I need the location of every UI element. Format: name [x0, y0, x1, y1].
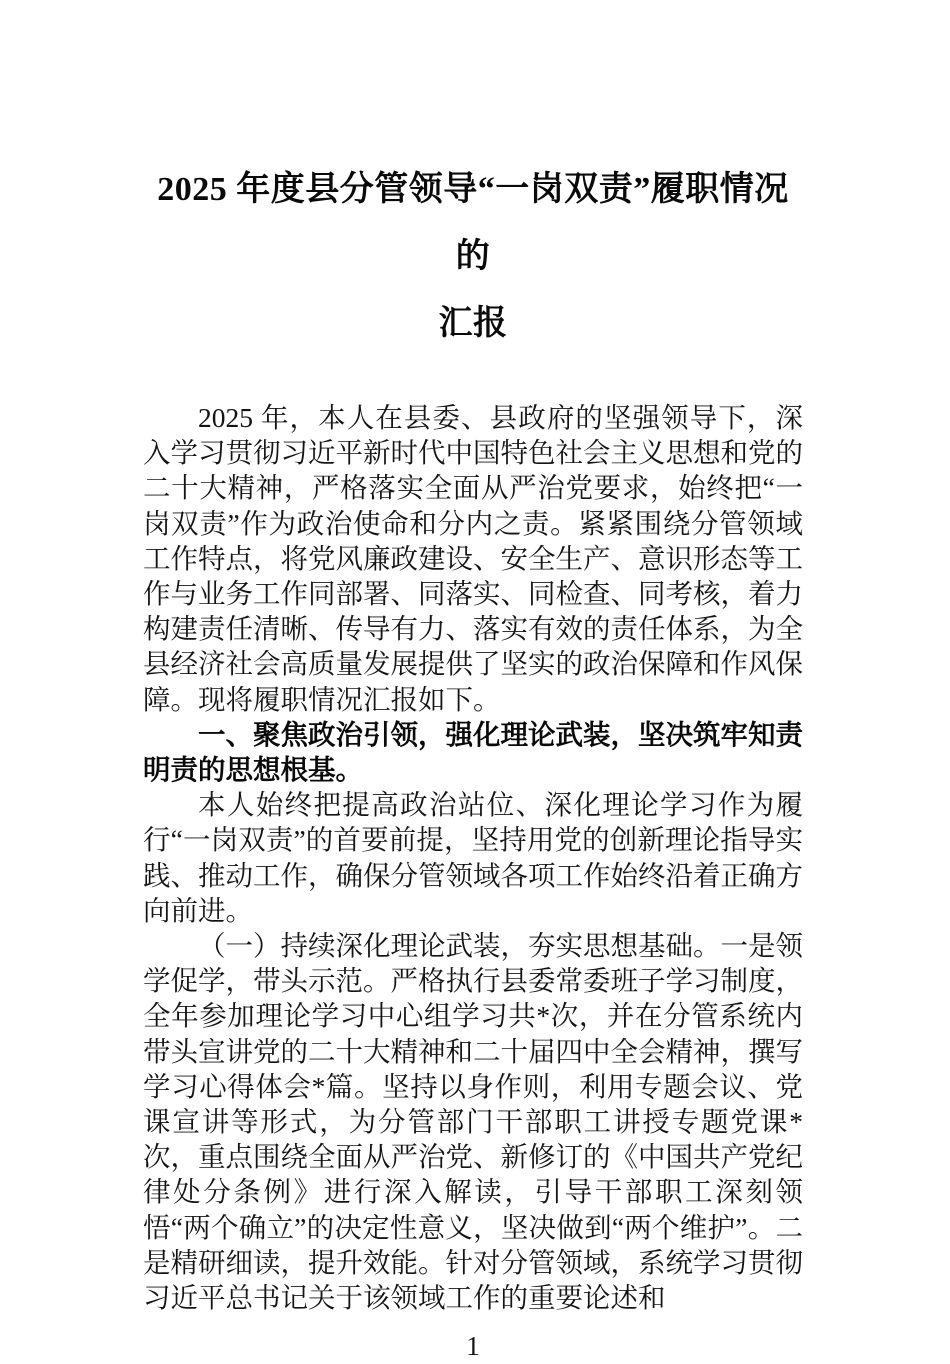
intro-paragraph: 2025 年，本人在县委、县政府的坚强领导下，深入学习贯彻习近平新时代中国特色社会主义思想和党的二十大精神，严格落实全面从严治党要求，始终把“一岗双责”作为政治使命和分内之责。紧紧围绕分管领域工作特点，将党风廉政建设、安全生产、意识形态等工作与业务工作同部署、同落实、同检查、同考核，着力构建责任清晰、传导有力、落实有效的责任体系，为全县经济社会高质量发展提供了坚实的政治保障和作风保障。现将履职情况汇报如下。	[143, 402, 803, 715]
section-1-heading: 一、聚焦政治引领，强化理论武装，坚决筑牢知责明责的思想根基。	[143, 718, 803, 786]
section-1-1-paragraph: （一）持续深化理论武装，夯实思想基础。一是领学促学，带头示范。严格执行县委常委班子学习制度，全年参加理论学习中心组学习共*次，并在分管系统内带头宣讲党的二十大精神和二十届四中全会精神，撰写学习心得体会*篇。坚持以身作则，利用专题会议、党课宣讲等形式，为分管部门干部职工讲授专题党课*次，重点围绕全面从严治党、新修订的《中国共产党纪律处分条例》进行深入解读，引导干部职工深刻领悟“两个确立”的决定性意义，坚决做到“两个维护”。二是精研细读，提升效能。针对分管领域，系统学习贯彻习近平总书记关于该领域工作的重要论述和	[143, 930, 803, 1314]
page-number: 1	[466, 1331, 480, 1362]
document-body	[143, 400, 803, 1315]
document-title	[143, 156, 803, 357]
section-1-lead-paragraph: 本人始终把提高政治站位、深化理论学习作为履行“一岗双责”的首要前提，坚持用党的创新理论指导实践、推动工作，确保分管领域各项工作始终沿着正确方向前进。	[143, 789, 803, 926]
title-line-1: 2025 年度县分管领导“一岗双责”履职情况的	[157, 171, 789, 275]
title-line-2: 汇报	[438, 305, 508, 342]
